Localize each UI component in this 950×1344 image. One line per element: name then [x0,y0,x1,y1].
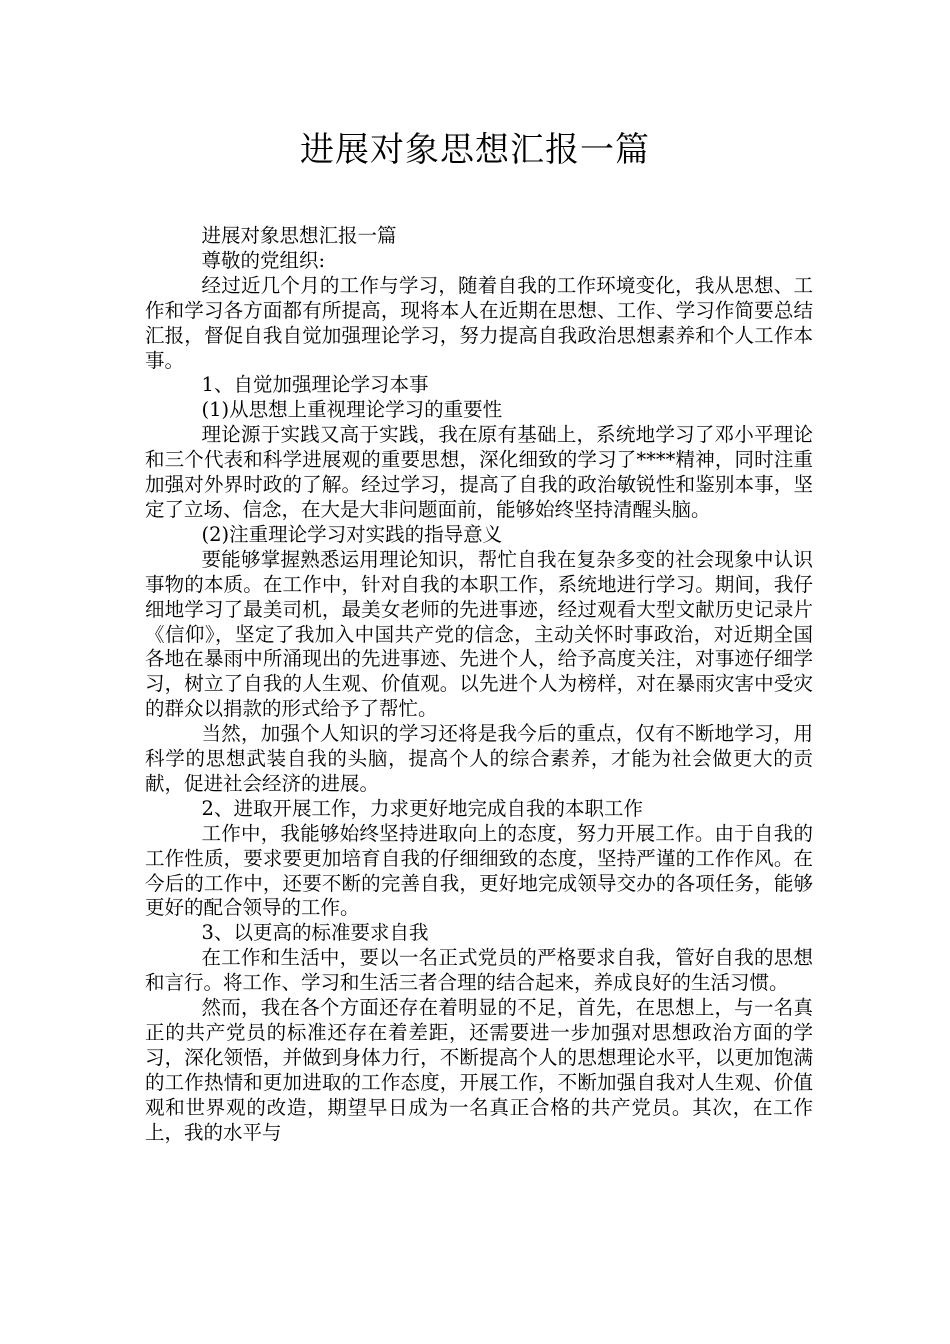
document-body [145,224,813,1146]
section-heading-1: 1、自觉加强理论学习本事 [201,373,429,397]
section-heading-2: 2、进取开展工作，力求更好地完成自我的本职工作 [201,796,643,820]
paragraph-intro: 经过近几个月的工作与学习，随着自我的工作环境变化，我从思想、工作和学习各方面都有所提高，现将本人在近期在思想、工作、学习作简要总结汇报，督促自我自觉加强理论学习，努力提高自我政治思想素养和个人工作本事。 [145,273,813,372]
paragraph: 要能够掌握熟悉运用理论知识，帮忙自我在复杂多变的社会现象中认识事物的本质。在工作中，针对自我的本职工作，系统地进行学习。期间，我仔细地学习了最美司机，最美女老师的先进事迹，经过观看大型文献历史记录片《信仰》，坚定了我加入中国共产党的信念，主动关怀时事政治，对近期全国各地在暴雨中所涌现出的先进事迹、先进个人，给予高度关注，对事迹仔细学习，树立了自我的人生观、价值观。以先进个人为榜样，对在暴雨灾害中受灾的群众以捐款的形式给予了帮忙。 [145,547,813,721]
section-heading-3: 3、以更高的标准要求自我 [201,921,429,945]
document-title: 进展对象思想汇报一篇 [300,130,650,170]
paragraph: 在工作和生活中，要以一名正式党员的严格要求自我，管好自我的思想和言行。将工作、学习和生活三者合理的结合起来，养成良好的生活习惯。 [145,946,813,995]
paragraph: 理论源于实践又高于实践，我在原有基础上，系统地学习了邓小平理论和三个代表和科学进展观的重要思想，深化细致的学习了****精神，同时注重加强对外界时政的了解。经过学习，提高了自我的政治敏锐性和鉴别本事，坚定了立场、信念，在大是大非问题面前，能够始终坚持清醒头脑。 [145,423,813,521]
subsection-heading-1: (1)从思想上重视理论学习的重要性 [201,398,503,422]
paragraph: 当然，加强个人知识的学习还将是我今后的重点，仅有不断地学习，用科学的思想武装自我的头脑，提高个人的综合素养，才能为社会做更大的贡献，促进社会经济的进展。 [145,722,813,795]
subsection-heading-2: (2)注重理论学习对实践的指导意义 [201,522,503,546]
paragraph-salutation: 尊敬的党组织: [201,248,326,272]
paragraph: 工作中，我能够始终坚持进取向上的态度，努力开展工作。由于自我的工作性质，要求要更加培育自我的仔细细致的态度，坚持严谨的工作作风。在今后的工作中，还要不断的完善自我，更好地完成领导交办的各项任务，能够更好的配合领导的工作。 [145,821,813,920]
paragraph: 然而，我在各个方面还存在着明显的不足，首先，在思想上，与一名真正的共产党员的标准还存在着差距，还需要进一步加强对思想政治方面的学习，深化领悟，并做到身体力行，不断提高个人的思想理论水平，以更加饱满的工作热情和更加进取的工作态度，开展工作，不断加强自我对人生观、价值观和世界观的改造，期望早日成为一名真正合格的共产党员。其次，在工作上，我的水平与 [145,996,813,1144]
paragraph-heading: 进展对象思想汇报一篇 [201,224,397,247]
